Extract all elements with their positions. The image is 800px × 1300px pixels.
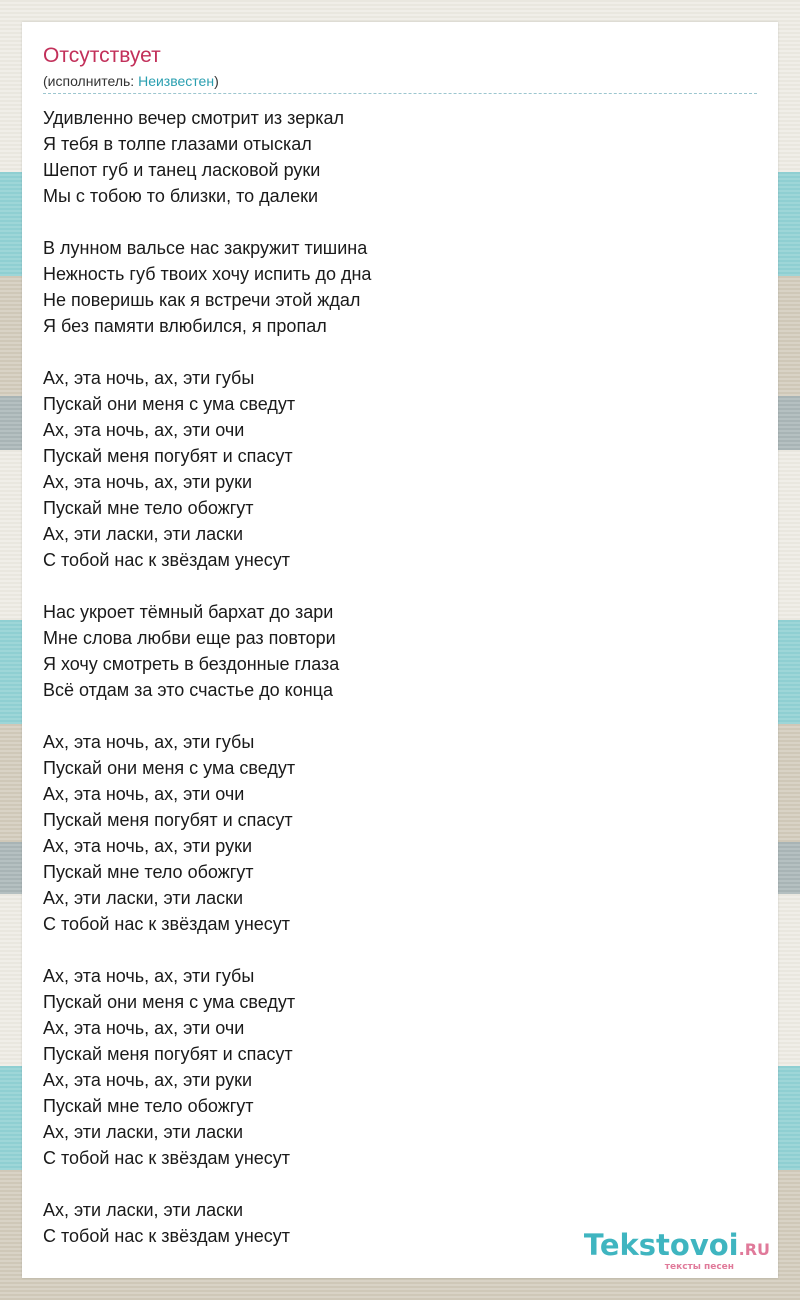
lyrics-line: Ах, эта ночь, ах, эти руки — [43, 1070, 253, 1090]
lyrics-line: С тобой нас к звёздам унесут — [43, 1226, 291, 1246]
lyrics-line: Я тебя в толпе глазами отыскал — [43, 134, 312, 154]
lyrics-line: Пускай меня погубят и спасут — [43, 1044, 293, 1064]
lyrics-line: Всё отдам за это счастье до конца — [43, 680, 333, 700]
lyrics-line: С тобой нас к звёздам унесут — [43, 1148, 291, 1168]
lyrics-card — [22, 22, 778, 1278]
lyrics-line: Ах, эта ночь, ах, эти руки — [43, 472, 253, 492]
lyrics-line: Ах, эта ночь, ах, эти губы — [43, 966, 255, 986]
logo-name: Tekstovoi — [583, 1228, 739, 1262]
lyrics-stanza — [43, 729, 743, 937]
lyrics-line: Мне слова любви еще раз повтори — [43, 628, 336, 648]
lyrics-line: Шепот губ и танец ласковой руки — [43, 160, 321, 180]
song-title: Отсутствует — [43, 44, 161, 67]
lyrics-line: Пускай мне тело обожгут — [43, 498, 254, 518]
lyrics-line: Ах, эти ласки, эти ласки — [43, 1122, 244, 1142]
lyrics-stanza — [43, 963, 743, 1171]
lyrics-line: В лунном вальсе нас закружит тишина — [43, 238, 368, 258]
lyrics-stanza — [43, 235, 743, 339]
lyrics-stanza — [43, 599, 743, 703]
lyrics-line: Пускай меня погубят и спасут — [43, 446, 293, 466]
lyrics-text — [43, 105, 743, 1275]
lyrics-line: Не поверишь как я встречи этой ждал — [43, 290, 361, 310]
lyrics-line: Пускай мне тело обожгут — [43, 862, 254, 882]
lyrics-line: Я без памяти влюбился, я пропал — [43, 316, 327, 336]
lyrics-line: Удивленно вечер смотрит из зеркал — [43, 108, 345, 128]
lyrics-line: Пускай они меня с ума сведут — [43, 758, 296, 778]
lyrics-line: Пускай мне тело обожгут — [43, 1096, 254, 1116]
lyrics-line: Пускай они меня с ума сведут — [43, 394, 296, 414]
lyrics-line: Пускай меня погубят и спасут — [43, 810, 293, 830]
performer-link[interactable]: Неизвестен — [138, 73, 215, 89]
lyrics-line: Ах, эта ночь, ах, эти очи — [43, 784, 245, 804]
lyrics-line: Ах, эта ночь, ах, эти губы — [43, 732, 255, 752]
lyrics-line: Я хочу смотреть в бездонные глаза — [43, 654, 340, 674]
lyrics-line: С тобой нас к звёздам унесут — [43, 914, 291, 934]
lyrics-line: Ах, эти ласки, эти ласки — [43, 888, 244, 908]
lyrics-line: Ах, эти ласки, эти ласки — [43, 1200, 244, 1220]
performer-suffix: ) — [214, 73, 219, 89]
lyrics-line: Нежность губ твоих хочу испить до дна — [43, 264, 372, 284]
lyrics-line: Ах, эти ласки, эти ласки — [43, 524, 244, 544]
lyrics-line: Ах, эта ночь, ах, эти руки — [43, 836, 253, 856]
logo-tld: .RU — [738, 1240, 770, 1259]
lyrics-line: Ах, эта ночь, ах, эти губы — [43, 368, 255, 388]
logo-wordmark — [584, 1230, 770, 1265]
lyrics-line: Нас укроет тёмный бархат до зари — [43, 602, 334, 622]
lyrics-line: Ах, эта ночь, ах, эти очи — [43, 1018, 245, 1038]
title-divider — [43, 93, 757, 94]
lyrics-line: Мы с тобою то близки, то далеки — [43, 186, 319, 206]
logo-tagline: тексты песен — [664, 1262, 734, 1272]
lyrics-stanza — [43, 105, 743, 209]
performer-prefix: (исполнитель: — [43, 73, 139, 89]
lyrics-line: Ах, эта ночь, ах, эти очи — [43, 420, 245, 440]
site-logo[interactable] — [584, 1230, 770, 1272]
performer-line — [43, 73, 219, 89]
lyrics-line: С тобой нас к звёздам унесут — [43, 550, 291, 570]
lyrics-line: Пускай они меня с ума сведут — [43, 992, 296, 1012]
lyrics-stanza — [43, 365, 743, 573]
